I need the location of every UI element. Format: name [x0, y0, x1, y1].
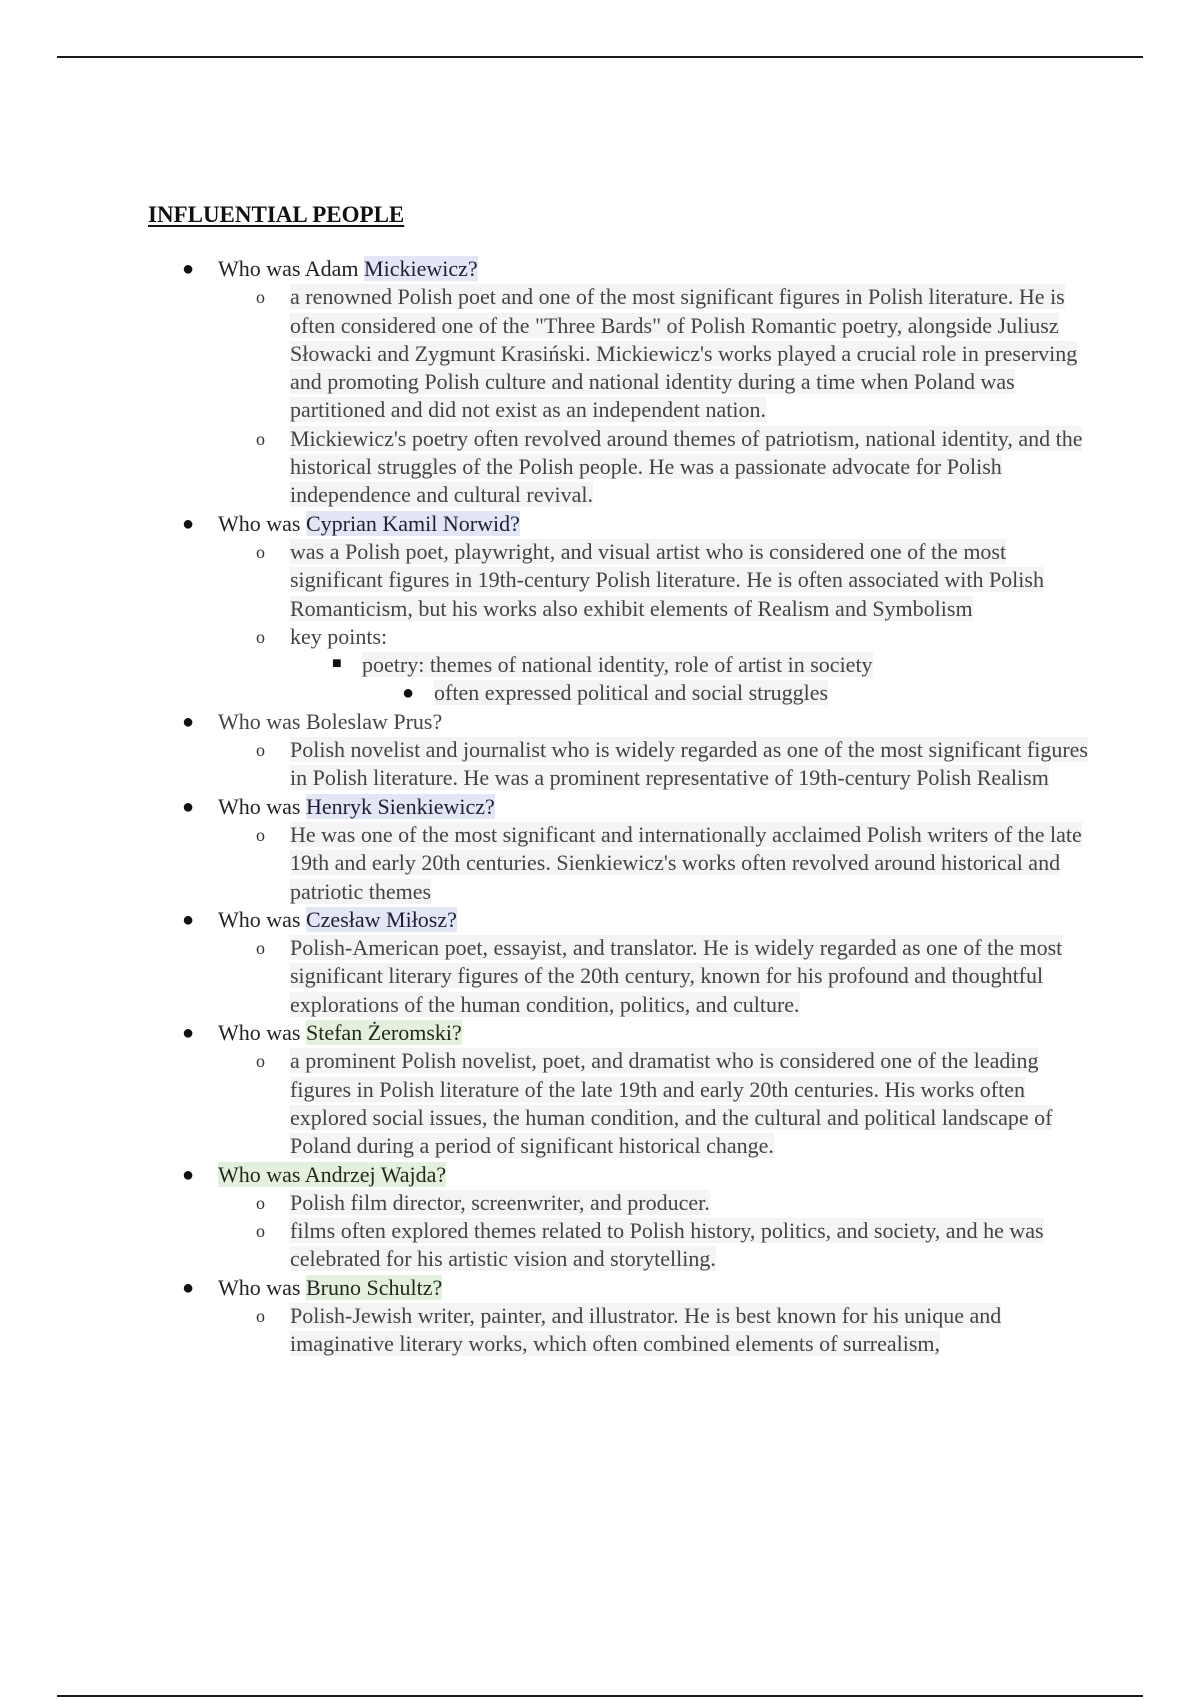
- question-prefix: Who was: [218, 510, 301, 536]
- circle-bullet-icon: o: [256, 428, 265, 449]
- sub-sub-point-text: often expressed political and social struggles: [434, 680, 829, 706]
- person-name: Henryk Sienkiewicz?: [305, 793, 495, 819]
- question-prefix: Who was: [218, 1020, 301, 1046]
- list-item: [148, 906, 1098, 1019]
- list-item: [290, 651, 1098, 708]
- bullet-icon: ●: [182, 710, 195, 733]
- bullet-icon: ●: [402, 682, 415, 705]
- question-text: Who was Boleslaw Prus?: [218, 708, 443, 734]
- list-item: [218, 1047, 1098, 1160]
- list-item: [218, 538, 1098, 623]
- list-item: [218, 283, 1098, 424]
- person-name: Stefan Żeromski?: [305, 1020, 462, 1046]
- question-prefix: Who was Adam: [218, 256, 359, 281]
- page-title: INFLUENTIAL PEOPLE: [148, 202, 405, 227]
- bullet-icon: ●: [182, 1163, 195, 1186]
- point-text: He was one of the most significant and internationally acclaimed Polish writers of the late 19th and early 20th centuries. Sienkiewicz's works often revolved around historical and patriotic themes: [290, 821, 1082, 904]
- person-name: Bruno Schultz?: [305, 1274, 443, 1300]
- list-item: [218, 934, 1098, 1019]
- list-item: [148, 1019, 1098, 1160]
- person-name: Czesław Miłosz?: [305, 906, 457, 932]
- circle-bullet-icon: o: [256, 1051, 265, 1072]
- point-text: a prominent Polish novelist, poet, and dramatist who is considered one of the leading figures in Polish literature of the late 19th and early 20th centuries. His works often explored social issues, the human condition, and the cultural and political landscape of Poland during a period of significant historical change.: [290, 1048, 1053, 1159]
- sub-point-text: poetry: themes of national identity, role of artist in society: [362, 652, 873, 678]
- list-item: [148, 1161, 1098, 1274]
- bullet-icon: ●: [182, 1276, 195, 1299]
- list-item: [148, 1274, 1098, 1359]
- list-item: [218, 1302, 1098, 1359]
- people-list: [148, 255, 1098, 1359]
- bullet-icon: ●: [182, 795, 195, 818]
- circle-bullet-icon: o: [256, 626, 265, 647]
- circle-bullet-icon: o: [256, 1305, 265, 1326]
- circle-bullet-icon: o: [256, 287, 265, 308]
- list-item: [218, 736, 1098, 793]
- point-text: Polish novelist and journalist who is widely regarded as one of the most significant figures in Polish literature. He was a prominent representative of 19th-century Polish Realism: [290, 737, 1088, 791]
- person-name: Mickiewicz?: [364, 256, 478, 281]
- bullet-icon: ●: [182, 908, 195, 931]
- square-bullet-icon: ■: [332, 655, 342, 673]
- list-item: [362, 679, 1098, 707]
- point-text: Polish-Jewish writer, painter, and illustrator. He is best known for his unique and imaginative literary works, which often combined elements of surrealism,: [290, 1302, 1002, 1357]
- list-item: [218, 821, 1098, 906]
- list-item: [148, 255, 1098, 510]
- bottom-rule: [57, 1695, 1143, 1697]
- circle-bullet-icon: o: [256, 1221, 265, 1242]
- top-rule: [57, 56, 1143, 58]
- list-item: [218, 425, 1098, 510]
- list-item: [218, 1189, 1098, 1217]
- bullet-icon: ●: [182, 258, 195, 280]
- question-prefix: Who was: [218, 906, 301, 932]
- point-text: Polish film director, screenwriter, and producer.: [290, 1189, 710, 1215]
- point-text: a renowned Polish poet and one of the most significant figures in Polish literature. He is often considered one of the "Three Bards" of Polish Romantic poetry, alongside Juliusz Słowacki and Zygmunt Krasiński. Mickiewicz's works played a crucial role in preserving and promoting Polish culture and national identity during a time when Poland was partitioned and did not exist as an independent nation.: [290, 284, 1078, 423]
- point-text: films often explored themes related to Polish history, politics, and society, and he was celebrated for his artistic vision and storytelling.: [290, 1218, 1044, 1272]
- list-item: [218, 623, 1098, 708]
- list-item: [148, 510, 1098, 708]
- list-item: [218, 1217, 1098, 1274]
- list-item: [148, 793, 1098, 906]
- document-body: [148, 197, 1098, 1359]
- bullet-icon: ●: [182, 512, 195, 535]
- bullet-icon: ●: [182, 1022, 195, 1045]
- circle-bullet-icon: o: [256, 1192, 265, 1213]
- question-text: Who was Andrzej Wajda?: [218, 1161, 447, 1187]
- question-prefix: Who was: [218, 1274, 301, 1300]
- person-name: Cyprian Kamil Norwid?: [305, 510, 520, 536]
- circle-bullet-icon: o: [256, 541, 265, 562]
- circle-bullet-icon: o: [256, 938, 265, 959]
- list-item: [148, 708, 1098, 793]
- point-text: Mickiewicz's poetry often revolved around themes of patriotism, national identity, and the historical struggles of the Polish people. He was a passionate advocate for Polish independence and cultural revival.: [290, 425, 1083, 508]
- circle-bullet-icon: o: [256, 740, 265, 761]
- point-text: Polish-American poet, essayist, and translator. He is widely regarded as one of the most significant literary figures of the 20th century, known for his profound and thoughtful explorations of the human condition, politics, and culture.: [290, 935, 1063, 1017]
- point-text: key points:: [290, 623, 388, 649]
- question-prefix: Who was: [218, 793, 301, 819]
- circle-bullet-icon: o: [256, 824, 265, 845]
- point-text: was a Polish poet, playwright, and visual artist who is considered one of the most significant figures in 19th-century Polish literature. He is often associated with Polish Romanticism, but his works also exhibit elements of Realism and Symbolism: [290, 538, 1044, 621]
